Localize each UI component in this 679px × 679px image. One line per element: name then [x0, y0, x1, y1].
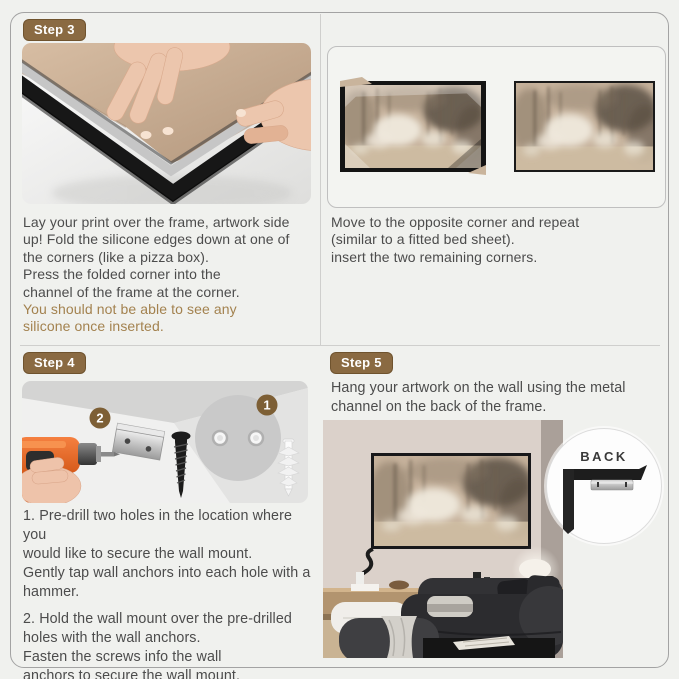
instruction-line: the corners (like a pizza box). — [23, 248, 209, 265]
row-divider — [20, 345, 660, 346]
framed-print-wrinkled — [340, 77, 490, 175]
instruction-line-highlight: silicone once inserted. — [23, 318, 164, 335]
instruction-line-highlight: You should not be able to see any — [23, 301, 237, 318]
marker-2-badge — [90, 408, 111, 429]
step5-photo — [323, 420, 563, 658]
frame-top-rail — [563, 465, 647, 480]
instruction-line: Press the folded corner into the — [23, 266, 221, 283]
step3-badge: Step 3 — [23, 19, 86, 41]
svg-text:1: 1 — [263, 397, 271, 413]
step4-photo — [22, 381, 308, 503]
step3-right-instructions — [331, 214, 651, 266]
step4-badge: Step 4 — [23, 352, 86, 374]
repeat-corner-photo-panel — [327, 46, 666, 208]
back-label: BACK — [580, 449, 628, 464]
instruction-line: Hang your artwork on the wall using the metal — [331, 380, 626, 396]
svg-text:2: 2 — [96, 410, 104, 426]
step5-badge: Step 5 — [330, 352, 393, 374]
instruction-line: 2. Hold the wall mount over the pre-drilled — [23, 611, 292, 627]
two-prints-illustration — [328, 47, 665, 207]
column-divider — [320, 14, 321, 345]
coffee-table — [423, 636, 555, 658]
instruction-line: Gently tap wall anchors into each hole with a — [23, 565, 311, 581]
instruction-line: (similar to a fitted bed sheet). — [331, 231, 515, 248]
living-room-illustration — [323, 420, 563, 658]
instruction-line: Fasten the screws info the wall — [23, 649, 222, 665]
instruction-line: would like to secure the wall mount. — [23, 546, 253, 562]
finished-print — [511, 81, 662, 172]
back-detail-callout — [546, 428, 662, 544]
instruction-line: Lay your print over the frame, artwork side — [23, 214, 290, 230]
hung-artwork — [368, 453, 537, 549]
instruction-line: insert the two remaining corners. — [331, 248, 538, 265]
marker-1-badge — [257, 395, 278, 416]
wall-mount-illustration — [22, 381, 308, 503]
instruction-line: anchors to secure the wall mount. — [23, 668, 241, 679]
frame-back-corner-illustration — [547, 429, 661, 543]
instruction-line: up! Fold the silicone edges down at one of — [23, 231, 290, 248]
instruction-line: channel on the back of the frame. — [331, 399, 547, 415]
instruction-line: holes with the wall anchors. — [23, 630, 201, 646]
instruction-line: channel of the frame at the corner. — [23, 283, 240, 300]
step4-instructions — [23, 507, 318, 679]
instruction-line: Move to the opposite corner and repeat — [331, 214, 580, 230]
step3-instructions — [23, 214, 315, 336]
metal-channel-bracket — [591, 480, 633, 490]
step5-instructions — [331, 379, 661, 417]
frame-side-rail — [563, 469, 574, 534]
instruction-line: hammer. — [23, 584, 80, 600]
step3-photo — [22, 43, 311, 204]
fold-corner-illustration — [22, 43, 311, 204]
instruction-line: 1. Pre-drill two holes in the location where you — [23, 508, 293, 543]
